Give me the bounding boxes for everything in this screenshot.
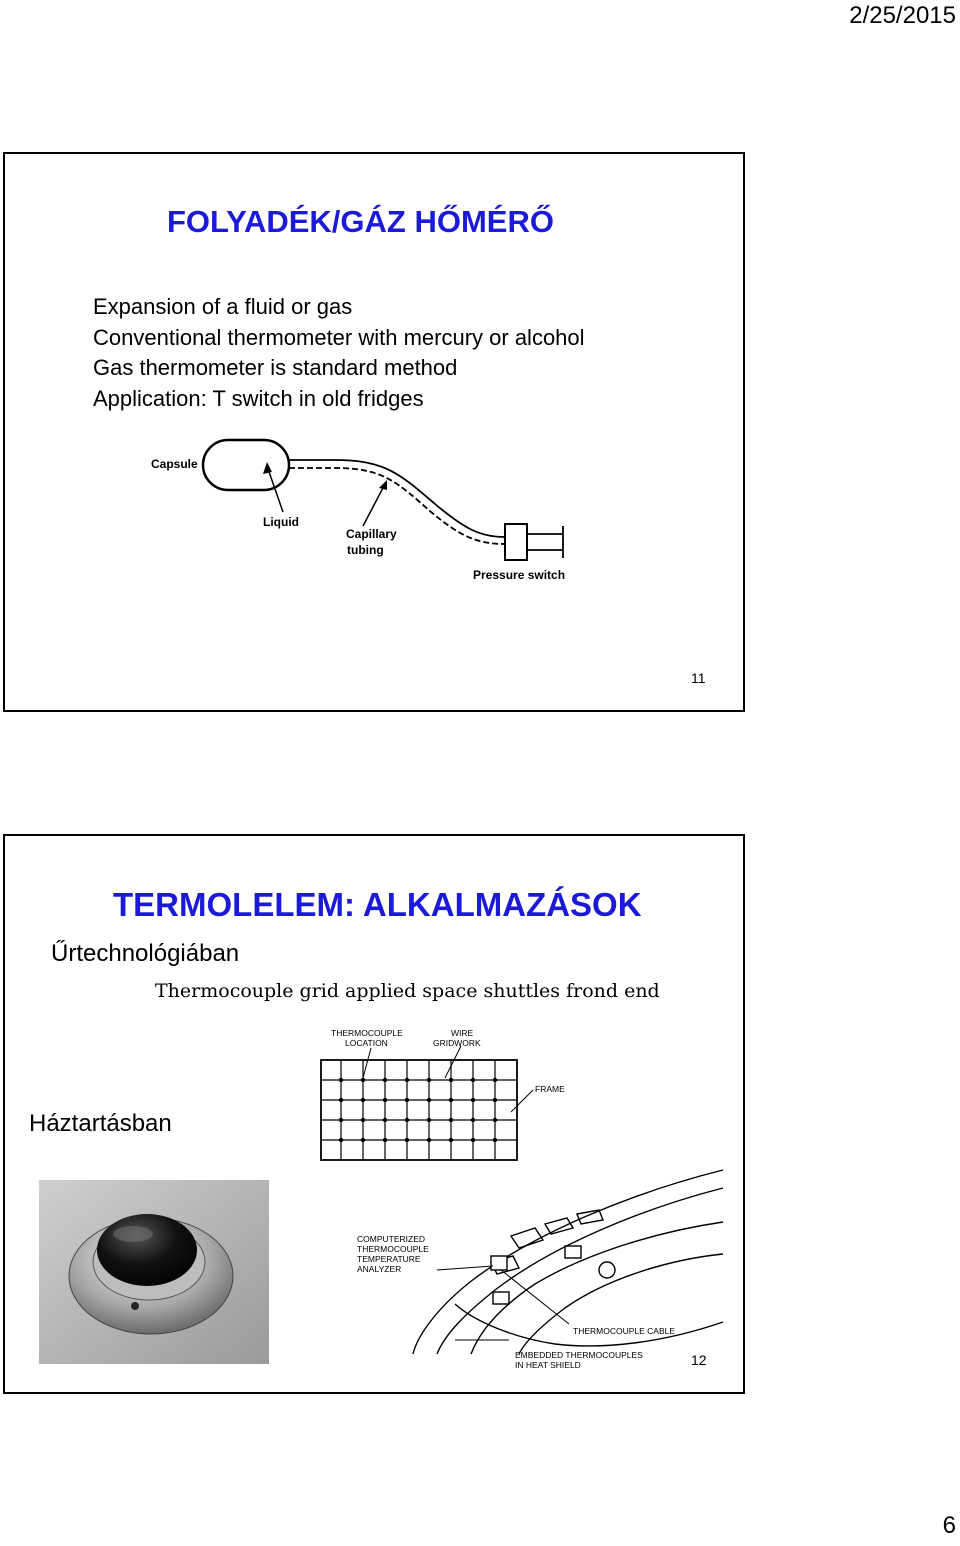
slide-number: 12: [691, 1352, 707, 1368]
label-liquid: Liquid: [263, 515, 299, 529]
label-analyzer-4: ANALYZER: [357, 1264, 402, 1274]
capsule-shape: [203, 440, 289, 490]
shuttle-caption: Thermocouple grid applied space shuttles frond end: [155, 980, 660, 1002]
label-embedded-1: EMBEDDED THERMOCOUPLES: [515, 1350, 643, 1360]
label-capsule: Capsule: [151, 457, 198, 471]
pressure-thermometer-diagram: [135, 434, 575, 584]
bullet-item: Expansion of a fluid or gas: [93, 294, 353, 319]
label-embedded-2: IN HEAT SHIELD: [515, 1360, 581, 1370]
pressure-switch-body: [505, 524, 527, 560]
analyzer-box: [491, 1256, 507, 1270]
label-cable: THERMOCOUPLE CABLE: [573, 1326, 676, 1336]
slide-12: [3, 834, 745, 1394]
print-date: 2/25/2015: [849, 2, 956, 29]
label-analyzer-1: COMPUTERIZED: [357, 1234, 425, 1244]
shuttle-thermocouple-diagram: [305, 1022, 725, 1372]
slide-11: [3, 152, 745, 712]
cap-highlight: [113, 1226, 153, 1242]
slide-title: TERMOLELEM: ALKALMAZÁSOK: [113, 886, 642, 923]
household-label: Háztartásban: [29, 1110, 172, 1137]
slide-title: FOLYADÉK/GÁZ HŐMÉRŐ: [167, 204, 554, 239]
label-wire: WIRE: [451, 1028, 474, 1038]
gas-burner-photo: [39, 1180, 269, 1364]
page-number: 6: [942, 1512, 956, 1539]
label-capillary: Capillary: [346, 527, 397, 541]
bullet-item: Application: T switch in old fridges: [93, 385, 424, 411]
pointer-line: [511, 1090, 533, 1112]
pointer-line: [425, 1084, 491, 1262]
pointer-line: [501, 1270, 569, 1324]
pointer-line: [445, 1046, 461, 1078]
thermocouple-grid: [321, 1060, 517, 1160]
label-tubing: tubing: [347, 543, 384, 557]
pointer-line: [437, 1266, 493, 1270]
arrow-head: [379, 480, 387, 490]
label-tc-location: THERMOCOUPLE: [331, 1028, 403, 1038]
space-label: Űrtechnológiában: [51, 940, 240, 967]
label-pressure-switch: Pressure switch: [473, 568, 566, 582]
label-gridwork: GRIDWORK: [433, 1038, 481, 1048]
capillary-tube-inner: [289, 468, 505, 544]
bullet-list: [93, 292, 585, 414]
label-frame: FRAME: [535, 1084, 565, 1094]
bullet-item: Gas thermometer is standard method: [93, 355, 458, 380]
bullet-item: Conventional thermometer with mercury or alcohol: [93, 324, 585, 350]
burner-cap: [97, 1214, 197, 1286]
thermocouple-tip: [131, 1302, 139, 1310]
label-analyzer-3: TEMPERATURE: [357, 1254, 421, 1264]
slide-number: 11: [691, 670, 706, 686]
label-analyzer-2: THERMOCOUPLE: [357, 1244, 429, 1254]
pointer-line: [363, 1048, 371, 1078]
label-tc-location-2: LOCATION: [345, 1038, 388, 1048]
capillary-tube: [289, 460, 505, 537]
capillary-arrow: [363, 484, 385, 526]
shuttle-nose: [413, 1170, 723, 1354]
